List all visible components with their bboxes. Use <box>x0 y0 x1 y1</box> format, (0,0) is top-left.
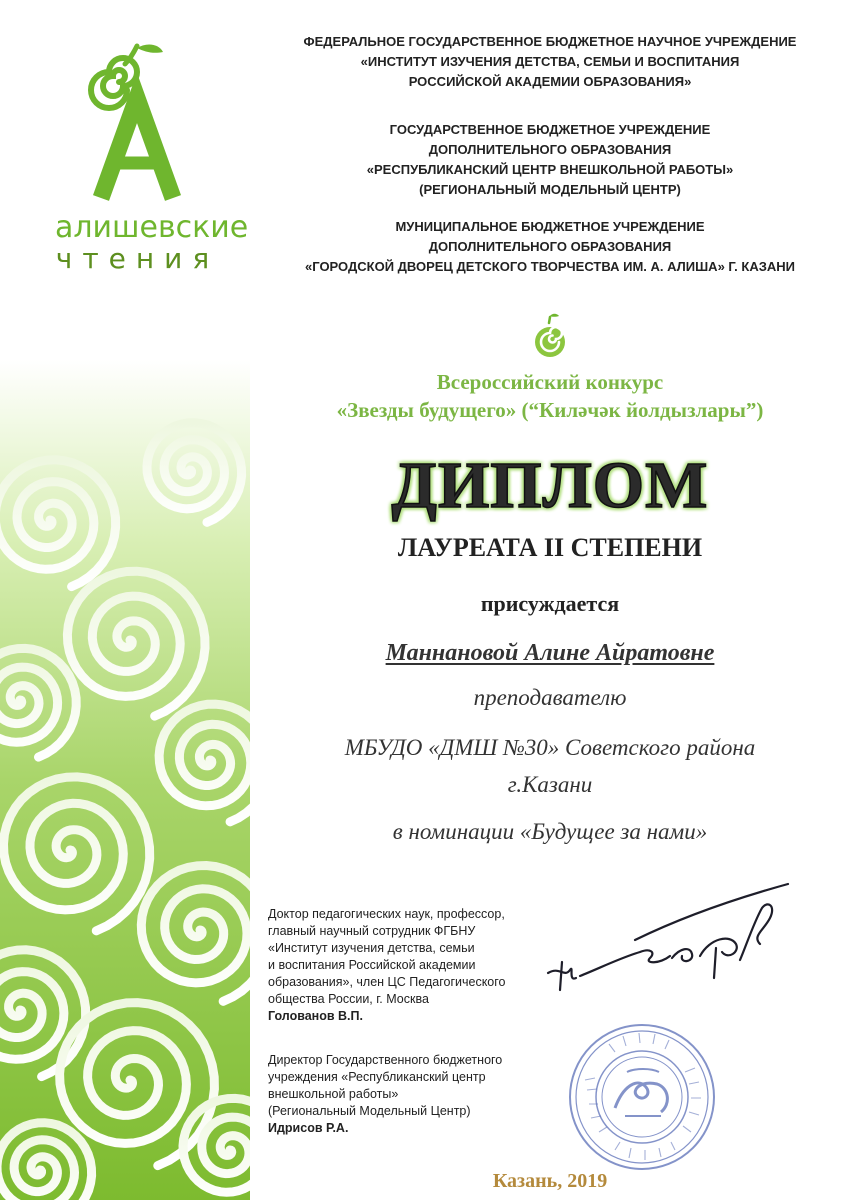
nomination: в номинации «Будущее за нами» <box>392 819 708 844</box>
recipient-position: преподавателю <box>473 685 627 710</box>
school-line-2: г.Казани <box>507 772 593 797</box>
signatory-2 <box>268 1052 558 1137</box>
logo-word-alishevskie: алишевские <box>55 210 249 245</box>
signatory-line: «Институт изучения детства, семьи <box>268 941 475 955</box>
org-line: РОССИЙСКОЙ АКАДЕМИИ ОБРАЗОВАНИЯ» <box>408 74 692 89</box>
contest-title: Всероссийский конкурс <box>436 370 664 394</box>
signatory-line: (Региональный Модельный Центр) <box>268 1104 471 1118</box>
org-line: «ИНСТИТУТ ИЗУЧЕНИЯ ДЕТСТВА, СЕМЬИ И ВОСПИТАНИЯ <box>360 54 740 69</box>
signatory-line: Директор Государственного бюджетного <box>268 1053 503 1067</box>
alishevskie-logo <box>55 38 249 278</box>
signatory-name: Голованов В.П. <box>268 1009 363 1023</box>
org-line: «ГОРОДСКОЙ ДВОРЕЦ ДЕТСКОГО ТВОРЧЕСТВА ИМ. А. АЛИША» Г. КАЗАНИ <box>305 259 795 274</box>
signatory-line: учреждения «Республиканский центр <box>268 1070 486 1084</box>
awarded-text: присуждается <box>480 591 620 616</box>
org-line: МУНИЦИПАЛЬНОЕ БЮДЖЕТНОЕ УЧРЕЖДЕНИЕ <box>395 219 705 234</box>
recipient-name: Маннановой Алине Айратовне <box>385 640 715 666</box>
place-and-year: Казань, 2019 <box>492 1170 608 1192</box>
organization-3 <box>270 217 830 277</box>
org-line: ДОПОЛНИТЕЛЬНОГО ОБРАЗОВАНИЯ <box>428 142 672 157</box>
organization-2 <box>270 120 830 200</box>
signatory-name: Идрисов Р.А. <box>268 1121 349 1135</box>
org-line: ГОСУДАРСТВЕННОЕ БЮДЖЕТНОЕ УЧРЕЖДЕНИЕ <box>389 122 711 137</box>
organization-1 <box>270 32 830 92</box>
school-line-1: МБУДО «ДМШ №30» Советского района <box>344 735 756 760</box>
snail-logo-icon <box>55 38 220 213</box>
diploma-degree: ЛАУРЕАТА II СТЕПЕНИ <box>397 533 703 562</box>
signatory-line: внешкольной работы» <box>268 1087 399 1101</box>
org-line: (РЕГИОНАЛЬНЫЙ МОДЕЛЬНЫЙ ЦЕНТР) <box>419 182 681 197</box>
logo-word-chteniya: чтения <box>55 242 220 275</box>
contest-name: «Звезды будущего» (“Киләчәк йолдызлары”) <box>336 398 764 422</box>
signatory-line: и воспитания Российской академии <box>268 958 476 972</box>
org-line: «РЕСПУБЛИКАНСКИЙ ЦЕНТР ВНЕШКОЛЬНОЙ РАБОТЫ» <box>366 162 734 177</box>
signatory-line: общества России, г. Москва <box>268 992 429 1006</box>
handwritten-signature <box>540 878 800 1008</box>
org-line: ДОПОЛНИТЕЛЬНОГО ОБРАЗОВАНИЯ <box>428 239 672 254</box>
signatory-line: Доктор педагогических наук, профессор, <box>268 907 505 921</box>
signatory-line: образования», член ЦС Педагогического <box>268 975 506 989</box>
signatory-1 <box>268 906 558 1025</box>
signatory-line: главный научный сотрудник ФГБНУ <box>268 924 476 938</box>
snail-logo-icon <box>530 312 570 364</box>
diploma-title: ДИПЛОМ <box>391 449 709 522</box>
org-line: ФЕДЕРАЛЬНОЕ ГОСУДАРСТВЕННОЕ БЮДЖЕТНОЕ НАУЧНОЕ УЧРЕЖДЕНИЕ <box>303 34 797 49</box>
stamp-seal <box>565 1020 720 1175</box>
